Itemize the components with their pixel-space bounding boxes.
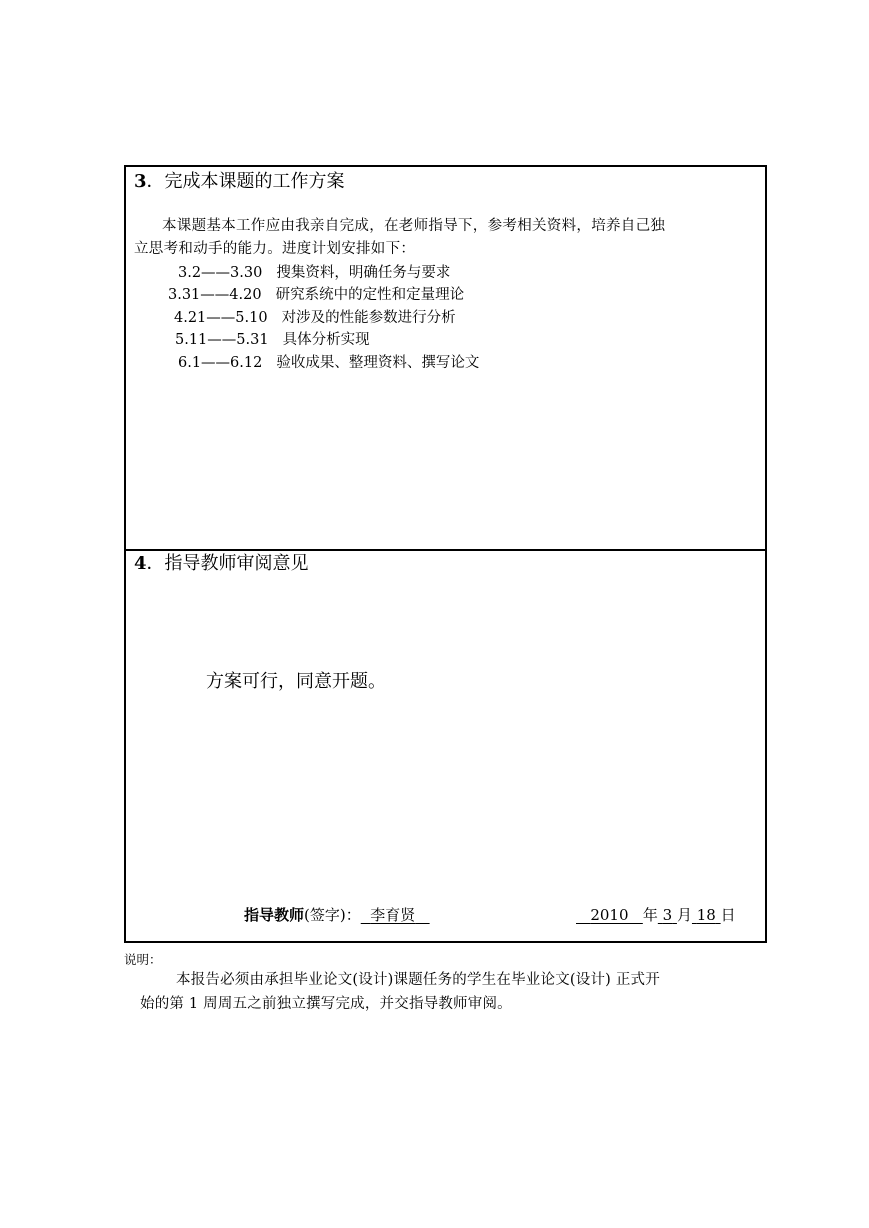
schedule-range: 5.11——5.31: [175, 332, 269, 348]
section3-title-text: ．完成本课题的工作方案: [146, 171, 345, 192]
schedule-item: [178, 352, 479, 374]
schedule-item: [178, 262, 450, 284]
signature-suffix: (签字)：: [304, 906, 361, 924]
signature-label: 指导教师: [244, 906, 305, 924]
section3-number: 3: [134, 171, 147, 192]
section3-paragraph-line1: 本课题基本工作应由我亲自完成，在老师指导下，参考相关资料，培养自己独: [162, 218, 666, 234]
section4-title: [134, 553, 309, 575]
schedule-task: 对涉及的性能参数进行分析: [281, 310, 456, 326]
date-day: 18: [696, 906, 716, 924]
date-day-unit: 日: [720, 906, 736, 924]
schedule-task: 搜集资料，明确任务与要求: [276, 265, 451, 281]
schedule-item: [175, 329, 370, 351]
date-year-unit: 年: [642, 906, 658, 924]
note-line1: 本报告必须由承担毕业论文(设计)课题任务的学生在毕业论文(设计) 正式开: [176, 972, 660, 988]
signature-line: [244, 904, 430, 925]
schedule-range: 3.31——4.20: [168, 287, 262, 303]
date-year: 2010: [590, 906, 629, 924]
schedule-task: 验收成果、整理资料、撰写论文: [276, 355, 480, 371]
report-table: [124, 165, 767, 943]
section3-title: [134, 171, 345, 193]
schedule-item: [174, 307, 456, 329]
schedule-task: 具体分析实现: [282, 332, 370, 348]
date-month: 3: [662, 906, 673, 924]
schedule-range: 4.21——5.10: [174, 310, 268, 326]
section3-paragraph-line2: 立思考和动手的能力。进度计划安排如下：: [134, 241, 416, 257]
section-divider: [126, 549, 765, 551]
date-month-unit: 月: [676, 906, 692, 924]
schedule-item: [168, 284, 464, 306]
schedule-range: 3.2——3.30: [178, 265, 263, 281]
schedule-task: 研究系统中的定性和定量理论: [275, 287, 465, 303]
note-label: 说明：: [124, 952, 162, 967]
schedule-range: 6.1——6.12: [178, 355, 263, 371]
section4-title-text: ．指导教师审阅意见: [146, 553, 309, 574]
advisor-opinion: 方案可行，同意开题。: [206, 671, 386, 692]
signature-name: 李育贤: [370, 906, 416, 924]
note-line2: 始的第 1 周周五之前独立撰写完成，并交指导教师审阅。: [140, 996, 512, 1012]
date-line: [576, 904, 736, 925]
section4-number: 4: [134, 553, 147, 574]
